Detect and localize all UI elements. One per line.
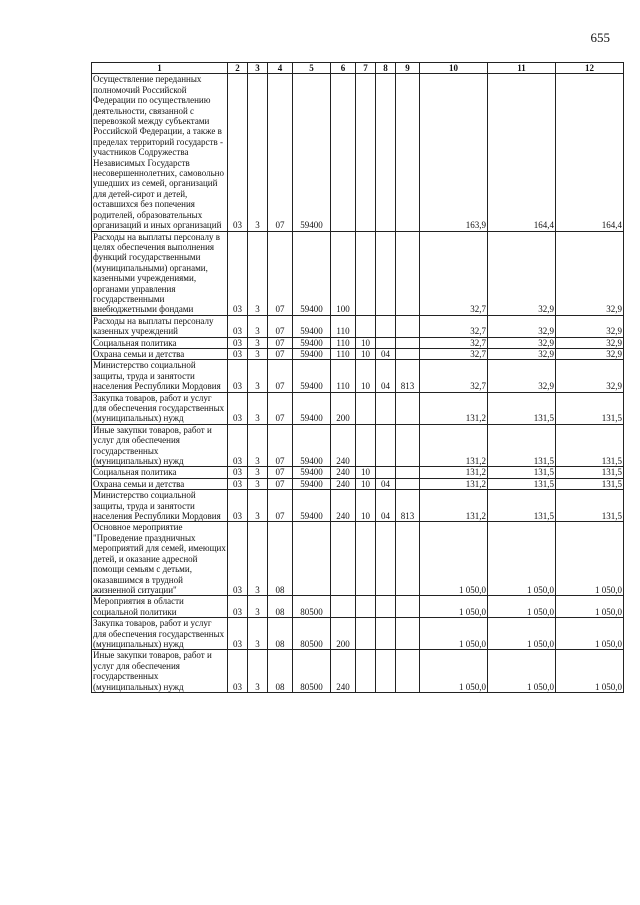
cell-c12: 164,4 bbox=[556, 74, 624, 231]
header-row bbox=[92, 63, 624, 74]
row-name: Социальная политика bbox=[92, 337, 228, 348]
cell-c9 bbox=[396, 231, 420, 315]
row-name: Расходы на выплаты персоналу в целях обеспечения выполнения функций государственными (муниципальными) органами, казенными учреждениями, органами управления государственными внебюджетными фондами bbox=[92, 231, 228, 315]
table-row bbox=[92, 315, 624, 337]
cell-c5: 59400 bbox=[293, 360, 331, 392]
cell-c2: 03 bbox=[228, 650, 248, 693]
cell-c2: 03 bbox=[228, 74, 248, 231]
cell-c8: 04 bbox=[376, 360, 396, 392]
cell-c6 bbox=[331, 522, 356, 596]
cell-c8 bbox=[376, 596, 396, 618]
cell-c7 bbox=[356, 650, 376, 693]
cell-c10: 131,2 bbox=[420, 490, 488, 522]
cell-c2: 03 bbox=[228, 424, 248, 467]
cell-c3: 3 bbox=[248, 231, 268, 315]
cell-c9 bbox=[396, 596, 420, 618]
cell-c9: 813 bbox=[396, 490, 420, 522]
column-header-12: 12 bbox=[556, 63, 624, 74]
cell-c2: 03 bbox=[228, 231, 248, 315]
cell-c3: 3 bbox=[248, 650, 268, 693]
cell-c9 bbox=[396, 315, 420, 337]
cell-c6: 100 bbox=[331, 231, 356, 315]
cell-c6: 240 bbox=[331, 650, 356, 693]
cell-c3: 3 bbox=[248, 337, 268, 348]
cell-c7: 10 bbox=[356, 467, 376, 478]
column-header-11: 11 bbox=[488, 63, 556, 74]
cell-c7 bbox=[356, 522, 376, 596]
cell-c11: 32,9 bbox=[488, 348, 556, 359]
cell-c7 bbox=[356, 315, 376, 337]
cell-c2: 03 bbox=[228, 360, 248, 392]
cell-c7 bbox=[356, 618, 376, 650]
row-name: Министерство социальной защиты, труда и занятости населения Республики Мордовия bbox=[92, 360, 228, 392]
cell-c4: 08 bbox=[268, 618, 293, 650]
cell-c8 bbox=[376, 650, 396, 693]
cell-c5 bbox=[293, 522, 331, 596]
cell-c8 bbox=[376, 231, 396, 315]
budget-table bbox=[91, 62, 624, 693]
row-name: Закупка товаров, работ и услуг для обеспечения государственных (муниципальных) нужд bbox=[92, 618, 228, 650]
cell-c11: 131,5 bbox=[488, 392, 556, 424]
column-header-5: 5 bbox=[293, 63, 331, 74]
cell-c9 bbox=[396, 467, 420, 478]
table-row bbox=[92, 596, 624, 618]
table-row bbox=[92, 490, 624, 522]
cell-c7 bbox=[356, 424, 376, 467]
cell-c6 bbox=[331, 596, 356, 618]
cell-c4: 07 bbox=[268, 231, 293, 315]
cell-c9 bbox=[396, 74, 420, 231]
table-row bbox=[92, 231, 624, 315]
column-header-9: 9 bbox=[396, 63, 420, 74]
cell-c11: 131,5 bbox=[488, 490, 556, 522]
table-row bbox=[92, 424, 624, 467]
cell-c5: 59400 bbox=[293, 424, 331, 467]
cell-c2: 03 bbox=[228, 348, 248, 359]
cell-c6: 110 bbox=[331, 348, 356, 359]
cell-c10: 32,7 bbox=[420, 360, 488, 392]
cell-c4: 07 bbox=[268, 337, 293, 348]
cell-c2: 03 bbox=[228, 315, 248, 337]
cell-c9 bbox=[396, 392, 420, 424]
cell-c5: 80500 bbox=[293, 596, 331, 618]
column-header-1: 1 bbox=[92, 63, 228, 74]
cell-c5: 59400 bbox=[293, 74, 331, 231]
row-name: Закупка товаров, работ и услуг для обеспечения государственных (муниципальных) нужд bbox=[92, 392, 228, 424]
table-body bbox=[92, 74, 624, 693]
cell-c12: 131,5 bbox=[556, 424, 624, 467]
cell-c8: 04 bbox=[376, 348, 396, 359]
cell-c6: 240 bbox=[331, 424, 356, 467]
cell-c4: 08 bbox=[268, 522, 293, 596]
cell-c4: 08 bbox=[268, 596, 293, 618]
cell-c3: 3 bbox=[248, 315, 268, 337]
cell-c10: 131,2 bbox=[420, 467, 488, 478]
cell-c10: 32,7 bbox=[420, 337, 488, 348]
cell-c12: 32,9 bbox=[556, 337, 624, 348]
cell-c7: 10 bbox=[356, 348, 376, 359]
table-row bbox=[92, 360, 624, 392]
row-name: Министерство социальной защиты, труда и занятости населения Республики Мордовия bbox=[92, 490, 228, 522]
cell-c7 bbox=[356, 231, 376, 315]
cell-c6: 240 bbox=[331, 490, 356, 522]
row-name: Расходы на выплаты персоналу казенных учреждений bbox=[92, 315, 228, 337]
cell-c4: 07 bbox=[268, 490, 293, 522]
cell-c2: 03 bbox=[228, 337, 248, 348]
cell-c12: 32,9 bbox=[556, 360, 624, 392]
cell-c2: 03 bbox=[228, 478, 248, 489]
cell-c11: 32,9 bbox=[488, 231, 556, 315]
column-header-8: 8 bbox=[376, 63, 396, 74]
column-header-2: 2 bbox=[228, 63, 248, 74]
column-header-4: 4 bbox=[268, 63, 293, 74]
cell-c7 bbox=[356, 74, 376, 231]
cell-c5: 80500 bbox=[293, 618, 331, 650]
table-row bbox=[92, 348, 624, 359]
cell-c4: 07 bbox=[268, 74, 293, 231]
cell-c7: 10 bbox=[356, 360, 376, 392]
cell-c4: 07 bbox=[268, 392, 293, 424]
row-name: Иные закупки товаров, работ и услуг для обеспечения государственных (муниципальных) нужд bbox=[92, 650, 228, 693]
cell-c3: 3 bbox=[248, 478, 268, 489]
cell-c4: 07 bbox=[268, 360, 293, 392]
table-row bbox=[92, 337, 624, 348]
cell-c3: 3 bbox=[248, 467, 268, 478]
cell-c5: 59400 bbox=[293, 231, 331, 315]
row-name: Иные закупки товаров, работ и услуг для обеспечения государственных (муниципальных) нужд bbox=[92, 424, 228, 467]
cell-c8: 04 bbox=[376, 490, 396, 522]
cell-c9 bbox=[396, 618, 420, 650]
cell-c9 bbox=[396, 478, 420, 489]
cell-c11: 1 050,0 bbox=[488, 522, 556, 596]
cell-c6: 240 bbox=[331, 467, 356, 478]
cell-c11: 1 050,0 bbox=[488, 650, 556, 693]
cell-c6: 110 bbox=[331, 315, 356, 337]
table-row bbox=[92, 392, 624, 424]
cell-c2: 03 bbox=[228, 467, 248, 478]
cell-c9 bbox=[396, 337, 420, 348]
cell-c9 bbox=[396, 522, 420, 596]
cell-c5: 59400 bbox=[293, 467, 331, 478]
column-header-6: 6 bbox=[331, 63, 356, 74]
cell-c10: 1 050,0 bbox=[420, 650, 488, 693]
cell-c7 bbox=[356, 392, 376, 424]
cell-c5: 59400 bbox=[293, 392, 331, 424]
cell-c5: 59400 bbox=[293, 337, 331, 348]
table-row bbox=[92, 478, 624, 489]
cell-c2: 03 bbox=[228, 392, 248, 424]
cell-c12: 1 050,0 bbox=[556, 596, 624, 618]
column-header-7: 7 bbox=[356, 63, 376, 74]
column-header-3: 3 bbox=[248, 63, 268, 74]
cell-c7: 10 bbox=[356, 337, 376, 348]
cell-c4: 07 bbox=[268, 424, 293, 467]
cell-c8 bbox=[376, 618, 396, 650]
cell-c8 bbox=[376, 337, 396, 348]
cell-c3: 3 bbox=[248, 490, 268, 522]
cell-c4: 07 bbox=[268, 348, 293, 359]
cell-c5: 59400 bbox=[293, 315, 331, 337]
cell-c2: 03 bbox=[228, 596, 248, 618]
cell-c3: 3 bbox=[248, 360, 268, 392]
cell-c5: 80500 bbox=[293, 650, 331, 693]
cell-c11: 32,9 bbox=[488, 315, 556, 337]
cell-c10: 32,7 bbox=[420, 315, 488, 337]
cell-c4: 07 bbox=[268, 478, 293, 489]
cell-c11: 131,5 bbox=[488, 467, 556, 478]
cell-c10: 32,7 bbox=[420, 348, 488, 359]
cell-c12: 131,5 bbox=[556, 490, 624, 522]
cell-c8 bbox=[376, 467, 396, 478]
cell-c11: 131,5 bbox=[488, 424, 556, 467]
cell-c6: 200 bbox=[331, 392, 356, 424]
cell-c10: 1 050,0 bbox=[420, 522, 488, 596]
cell-c12: 1 050,0 bbox=[556, 522, 624, 596]
table-row bbox=[92, 467, 624, 478]
cell-c8 bbox=[376, 315, 396, 337]
cell-c8 bbox=[376, 522, 396, 596]
cell-c7: 10 bbox=[356, 490, 376, 522]
cell-c9 bbox=[396, 650, 420, 693]
cell-c12: 1 050,0 bbox=[556, 650, 624, 693]
cell-c9: 813 bbox=[396, 360, 420, 392]
cell-c4: 07 bbox=[268, 315, 293, 337]
table-row bbox=[92, 618, 624, 650]
cell-c3: 3 bbox=[248, 522, 268, 596]
table-row bbox=[92, 650, 624, 693]
row-name: Охрана семьи и детства bbox=[92, 348, 228, 359]
cell-c2: 03 bbox=[228, 490, 248, 522]
cell-c9 bbox=[396, 424, 420, 467]
cell-c12: 131,5 bbox=[556, 478, 624, 489]
cell-c5: 59400 bbox=[293, 348, 331, 359]
cell-c11: 32,9 bbox=[488, 337, 556, 348]
cell-c5: 59400 bbox=[293, 478, 331, 489]
cell-c8 bbox=[376, 392, 396, 424]
cell-c6: 110 bbox=[331, 360, 356, 392]
cell-c12: 131,5 bbox=[556, 467, 624, 478]
cell-c6: 200 bbox=[331, 618, 356, 650]
cell-c3: 3 bbox=[248, 348, 268, 359]
cell-c11: 1 050,0 bbox=[488, 596, 556, 618]
cell-c2: 03 bbox=[228, 522, 248, 596]
cell-c4: 07 bbox=[268, 467, 293, 478]
cell-c10: 32,7 bbox=[420, 231, 488, 315]
cell-c2: 03 bbox=[228, 618, 248, 650]
cell-c9 bbox=[396, 348, 420, 359]
cell-c10: 131,2 bbox=[420, 478, 488, 489]
row-name: Осуществление переданных полномочий Российской Федерации по осуществлению деятельности, связанной с перевозкой между субъектами Российской Федерации, а также в пределах территорий государств - участников Содружества Независимых Государств несовершеннолетних, самовольно ушедших из семей, организаций для детей-сирот и детей, оставшихся без попечения родителей, образовательных организаций и иных организаций bbox=[92, 74, 228, 231]
cell-c12: 131,5 bbox=[556, 392, 624, 424]
row-name: Охрана семьи и детства bbox=[92, 478, 228, 489]
row-name: Основное мероприятие "Проведение праздничных мероприятий для семей, имеющих детей, и оказание адресной помощи семьям с детьми, оказавшимся в трудной жизненной ситуации" bbox=[93, 522, 226, 595]
row-name: Мероприятия в области социальной политики bbox=[92, 596, 228, 618]
cell-c10: 163,9 bbox=[420, 74, 488, 231]
cell-c11: 1 050,0 bbox=[488, 618, 556, 650]
cell-c8 bbox=[376, 424, 396, 467]
column-header-10: 10 bbox=[420, 63, 488, 74]
cell-c11: 32,9 bbox=[488, 360, 556, 392]
table-row bbox=[92, 522, 624, 596]
cell-c3: 3 bbox=[248, 392, 268, 424]
cell-c3: 3 bbox=[248, 74, 268, 231]
cell-c4: 08 bbox=[268, 650, 293, 693]
row-name: Социальная политика bbox=[92, 467, 228, 478]
cell-c7: 10 bbox=[356, 478, 376, 489]
cell-c8: 04 bbox=[376, 478, 396, 489]
cell-c6 bbox=[331, 74, 356, 231]
cell-c11: 164,4 bbox=[488, 74, 556, 231]
cell-c7 bbox=[356, 596, 376, 618]
cell-c3: 3 bbox=[248, 618, 268, 650]
cell-c11: 131,5 bbox=[488, 478, 556, 489]
cell-c12: 32,9 bbox=[556, 315, 624, 337]
cell-c6: 110 bbox=[331, 337, 356, 348]
cell-c10: 1 050,0 bbox=[420, 596, 488, 618]
cell-c8 bbox=[376, 74, 396, 231]
cell-c3: 3 bbox=[248, 596, 268, 618]
table-row bbox=[92, 74, 624, 231]
cell-c12: 32,9 bbox=[556, 348, 624, 359]
cell-c12: 1 050,0 bbox=[556, 618, 624, 650]
page-number: 655 bbox=[590, 30, 610, 45]
cell-c10: 1 050,0 bbox=[420, 618, 488, 650]
cell-c12: 32,9 bbox=[556, 231, 624, 315]
cell-c10: 131,2 bbox=[420, 424, 488, 467]
cell-c10: 131,2 bbox=[420, 392, 488, 424]
cell-c5: 59400 bbox=[293, 490, 331, 522]
cell-c3: 3 bbox=[248, 424, 268, 467]
cell-c6: 240 bbox=[331, 478, 356, 489]
